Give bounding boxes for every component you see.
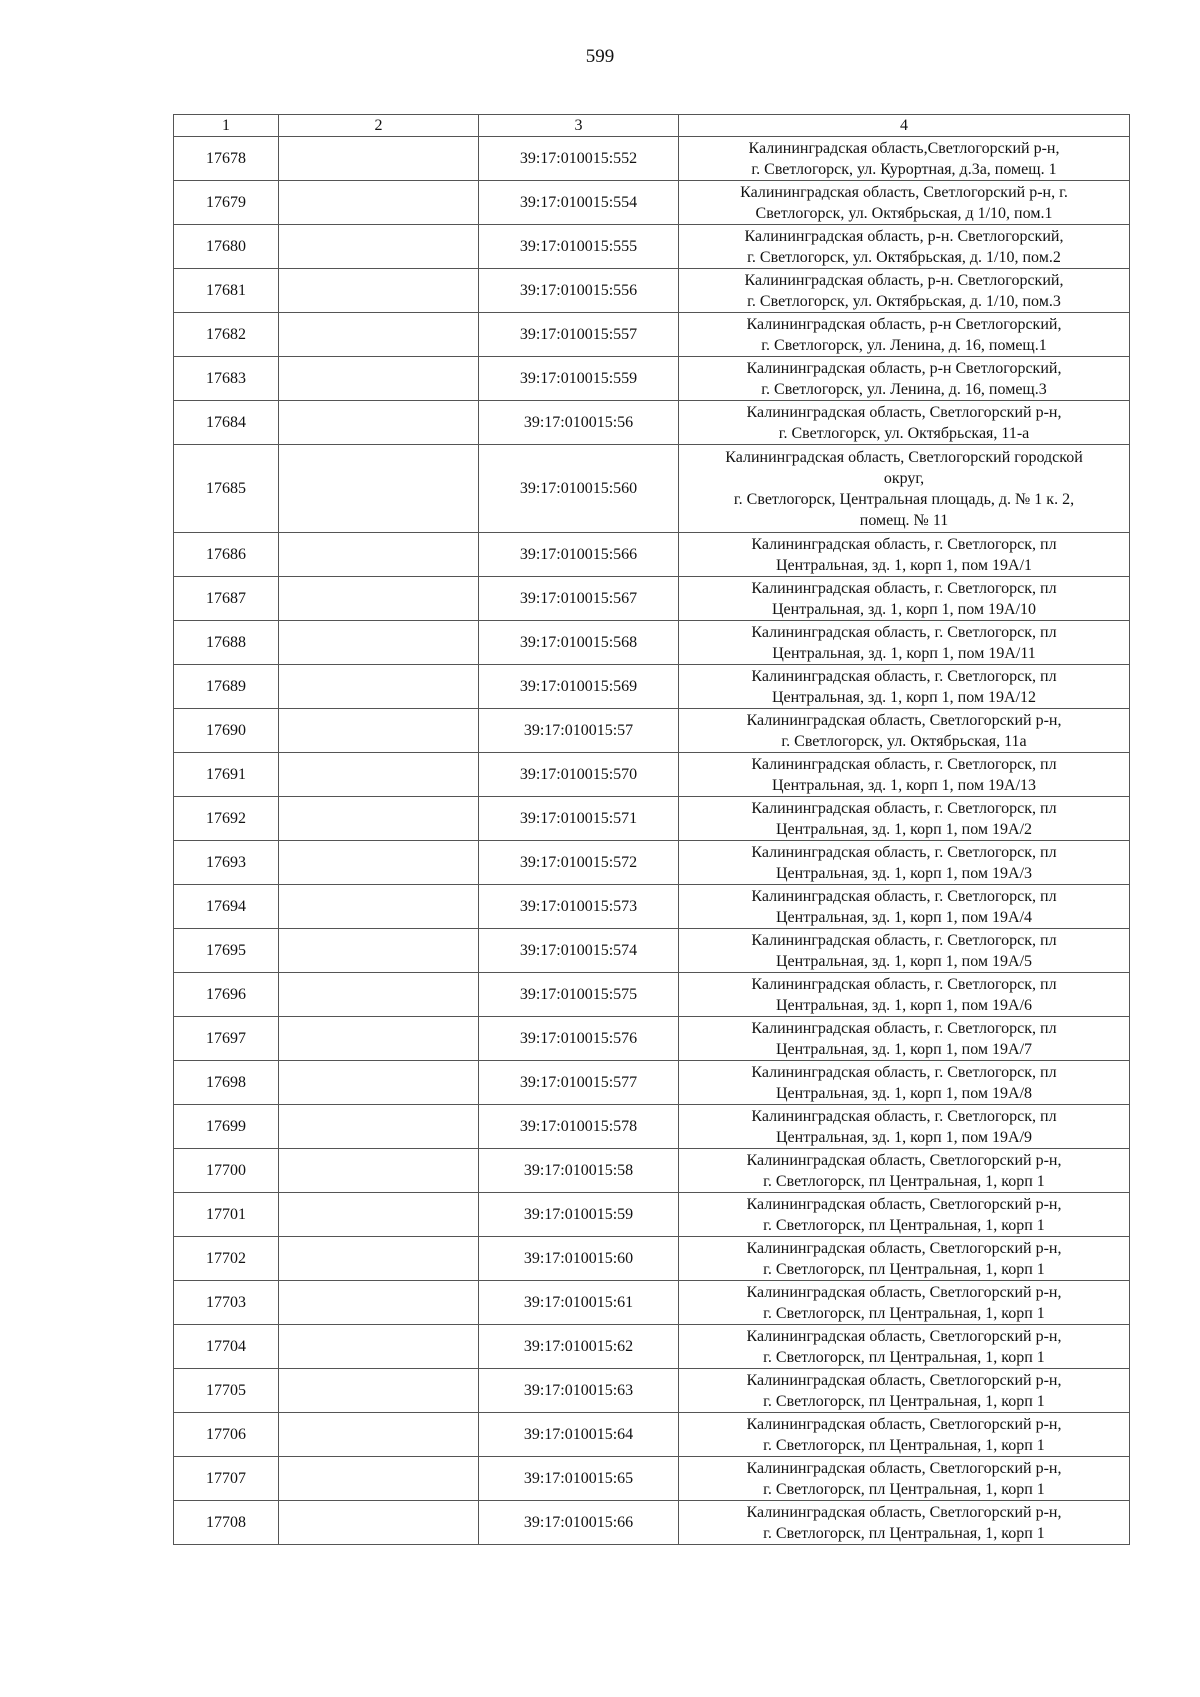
address-cell: [679, 1369, 1130, 1413]
table-row: [174, 577, 1130, 621]
header-row: [174, 115, 1130, 137]
address-cell: [679, 841, 1130, 885]
address-line: Калининградская область, г. Светлогорск, пл: [751, 799, 1057, 817]
address-cell: [679, 401, 1130, 445]
table-row: [174, 225, 1130, 269]
empty-cell: [279, 665, 479, 709]
header-cell-2: 2: [279, 115, 479, 137]
address-line: Центральная, зд. 1, корп 1, пом 19А/7: [775, 1040, 1033, 1058]
cadastral-number-cell: 39:17:010015:574: [479, 929, 679, 973]
empty-cell: [279, 1325, 479, 1369]
table-row: [174, 665, 1130, 709]
address-cell: [679, 1237, 1130, 1281]
cadastral-number-cell: 39:17:010015:569: [479, 665, 679, 709]
table-row: [174, 1017, 1130, 1061]
cadastral-number-cell: 39:17:010015:552: [479, 137, 679, 181]
address-line: Калининградская область, г. Светлогорск, пл: [751, 843, 1057, 861]
address-cell: [679, 1017, 1130, 1061]
empty-cell: [279, 1369, 479, 1413]
table-row: [174, 973, 1130, 1017]
table-row: [174, 709, 1130, 753]
address-line: округ,: [883, 469, 925, 487]
address-line: г. Светлогорск, пл Центральная, 1, корп 1: [763, 1172, 1045, 1190]
table-row: [174, 1413, 1130, 1457]
empty-cell: [279, 577, 479, 621]
empty-cell: [279, 1105, 479, 1149]
address-line: Центральная, зд. 1, корп 1, пом 19А/8: [775, 1084, 1033, 1102]
table-row: [174, 1501, 1130, 1545]
empty-cell: [279, 269, 479, 313]
registry-body: [174, 115, 1130, 1545]
address-line: г. Светлогорск, ул. Ленина, д. 16, помещ.3: [761, 380, 1047, 398]
table-row: [174, 269, 1130, 313]
address-line: Светлогорск, ул. Октябрьская, д 1/10, пом.1: [755, 204, 1053, 222]
address-cell: [679, 753, 1130, 797]
address-line: Калининградская область, Светлогорский р-н,: [746, 403, 1062, 421]
row-number-cell: 17708: [174, 1501, 279, 1545]
address-cell: [679, 1193, 1130, 1237]
address-line: Калининградская область, г. Светлогорск, пл: [751, 975, 1057, 993]
cadastral-number-cell: 39:17:010015:559: [479, 357, 679, 401]
address-cell: [679, 1325, 1130, 1369]
row-number-cell: 17704: [174, 1325, 279, 1369]
address-cell: [679, 313, 1130, 357]
table-row: [174, 1061, 1130, 1105]
address-line: Центральная, зд. 1, корп 1, пом 19А/13: [771, 776, 1037, 794]
address-line: Калининградская область, Светлогорский р-н,: [746, 1239, 1062, 1257]
address-line: Центральная, зд. 1, корп 1, пом 19А/3: [775, 864, 1033, 882]
empty-cell: [279, 137, 479, 181]
address-line: Калининградская область, Светлогорский р-н,: [746, 1459, 1062, 1477]
empty-cell: [279, 841, 479, 885]
cadastral-number-cell: 39:17:010015:571: [479, 797, 679, 841]
address-line: Калининградская область, г. Светлогорск, пл: [751, 931, 1057, 949]
address-line: Калининградская область, г. Светлогорск, пл: [751, 755, 1057, 773]
address-line: г. Светлогорск, Центральная площадь, д. № 1 к. 2,: [733, 490, 1075, 508]
row-number-cell: 17683: [174, 357, 279, 401]
address-line: Центральная, зд. 1, корп 1, пом 19А/5: [775, 952, 1033, 970]
table-row: [174, 1281, 1130, 1325]
address-line: г. Светлогорск, пл Центральная, 1, корп 1: [763, 1216, 1045, 1234]
cadastral-number-cell: 39:17:010015:570: [479, 753, 679, 797]
address-line: Калининградская область, Светлогорский городской: [725, 448, 1083, 466]
empty-cell: [279, 1501, 479, 1545]
row-number-cell: 17703: [174, 1281, 279, 1325]
empty-cell: [279, 313, 479, 357]
address-line: Центральная, зд. 1, корп 1, пом 19А/9: [775, 1128, 1033, 1146]
header-cell-3: 3: [479, 115, 679, 137]
row-number-cell: 17698: [174, 1061, 279, 1105]
address-cell: [679, 973, 1130, 1017]
address-cell: [679, 533, 1130, 577]
row-number-cell: 17693: [174, 841, 279, 885]
table-row: [174, 137, 1130, 181]
table-row: [174, 753, 1130, 797]
address-cell: [679, 137, 1130, 181]
address-line: г. Светлогорск, пл Центральная, 1, корп 1: [763, 1348, 1045, 1366]
address-cell: [679, 1149, 1130, 1193]
address-line: помещ. № 11: [859, 511, 949, 529]
address-line: Центральная, зд. 1, корп 1, пом 19А/11: [772, 644, 1036, 662]
address-cell: [679, 181, 1130, 225]
address-cell: [679, 1281, 1130, 1325]
table-row: [174, 797, 1130, 841]
cadastral-number-cell: 39:17:010015:65: [479, 1457, 679, 1501]
table-row: [174, 1369, 1130, 1413]
empty-cell: [279, 1237, 479, 1281]
cadastral-number-cell: 39:17:010015:554: [479, 181, 679, 225]
cadastral-number-cell: 39:17:010015:58: [479, 1149, 679, 1193]
address-line: Калининградская область, Светлогорский р-н, г.: [740, 183, 1068, 201]
address-line: г. Светлогорск, ул. Курортная, д.3а, помещ. 1: [751, 160, 1057, 178]
cadastral-number-cell: 39:17:010015:63: [479, 1369, 679, 1413]
empty-cell: [279, 1017, 479, 1061]
cadastral-number-cell: 39:17:010015:66: [479, 1501, 679, 1545]
address-line: Калининградская область, Светлогорский р-н,: [746, 1283, 1062, 1301]
table-row: [174, 1149, 1130, 1193]
address-line: Центральная, зд. 1, корп 1, пом 19А/4: [775, 908, 1033, 926]
empty-cell: [279, 357, 479, 401]
cadastral-number-cell: 39:17:010015:568: [479, 621, 679, 665]
empty-cell: [279, 1281, 479, 1325]
address-cell: [679, 445, 1130, 533]
header-cell-4: 4: [679, 115, 1130, 137]
row-number-cell: 17705: [174, 1369, 279, 1413]
row-number-cell: 17700: [174, 1149, 279, 1193]
row-number-cell: 17694: [174, 885, 279, 929]
address-cell: [679, 1457, 1130, 1501]
address-line: г. Светлогорск, пл Центральная, 1, корп 1: [763, 1392, 1045, 1410]
address-line: г. Светлогорск, пл Центральная, 1, корп 1: [763, 1436, 1045, 1454]
empty-cell: [279, 797, 479, 841]
cadastral-number-cell: 39:17:010015:576: [479, 1017, 679, 1061]
cadastral-number-cell: 39:17:010015:555: [479, 225, 679, 269]
address-line: Центральная, зд. 1, корп 1, пом 19А/1: [775, 556, 1033, 574]
row-number-cell: 17679: [174, 181, 279, 225]
cadastral-number-cell: 39:17:010015:566: [479, 533, 679, 577]
empty-cell: [279, 181, 479, 225]
row-number-cell: 17691: [174, 753, 279, 797]
cadastral-number-cell: 39:17:010015:560: [479, 445, 679, 533]
cadastral-number-cell: 39:17:010015:62: [479, 1325, 679, 1369]
table-row: [174, 1457, 1130, 1501]
cadastral-number-cell: 39:17:010015:60: [479, 1237, 679, 1281]
row-number-cell: 17689: [174, 665, 279, 709]
empty-cell: [279, 1149, 479, 1193]
address-line: Центральная, зд. 1, корп 1, пом 19А/10: [771, 600, 1037, 618]
empty-cell: [279, 445, 479, 533]
address-cell: [679, 1413, 1130, 1457]
table-row: [174, 445, 1130, 533]
cadastral-number-cell: 39:17:010015:64: [479, 1413, 679, 1457]
address-line: г. Светлогорск, ул. Октябрьская, 11а: [781, 732, 1027, 750]
address-cell: [679, 357, 1130, 401]
table-row: [174, 357, 1130, 401]
row-number-cell: 17699: [174, 1105, 279, 1149]
table-row: [174, 1325, 1130, 1369]
address-line: Калининградская область, г. Светлогорск, пл: [751, 623, 1057, 641]
row-number-cell: 17696: [174, 973, 279, 1017]
row-number-cell: 17690: [174, 709, 279, 753]
row-number-cell: 17678: [174, 137, 279, 181]
address-line: Калининградская область, Светлогорский р-н,: [746, 1195, 1062, 1213]
table-row: [174, 1193, 1130, 1237]
row-number-cell: 17692: [174, 797, 279, 841]
address-line: Калининградская область, р-н Светлогорский,: [746, 359, 1062, 377]
row-number-cell: 17682: [174, 313, 279, 357]
cadastral-number-cell: 39:17:010015:575: [479, 973, 679, 1017]
empty-cell: [279, 753, 479, 797]
address-cell: [679, 269, 1130, 313]
cadastral-number-cell: 39:17:010015:61: [479, 1281, 679, 1325]
table-row: [174, 621, 1130, 665]
address-line: Калининградская область, р-н. Светлогорский,: [744, 271, 1064, 289]
address-line: г. Светлогорск, ул. Октябрьская, д. 1/10, пом.3: [747, 292, 1061, 310]
empty-cell: [279, 533, 479, 577]
row-number-cell: 17680: [174, 225, 279, 269]
empty-cell: [279, 621, 479, 665]
address-line: г. Светлогорск, пл Центральная, 1, корп 1: [763, 1524, 1045, 1542]
address-line: г. Светлогорск, пл Центральная, 1, корп 1: [763, 1304, 1045, 1322]
address-line: Калининградская область, р-н Светлогорский,: [746, 315, 1062, 333]
address-cell: [679, 709, 1130, 753]
cadastral-number-cell: 39:17:010015:59: [479, 1193, 679, 1237]
cadastral-number-cell: 39:17:010015:56: [479, 401, 679, 445]
address-cell: [679, 1501, 1130, 1545]
empty-cell: [279, 1061, 479, 1105]
address-line: Калининградская область, г. Светлогорск, пл: [751, 667, 1057, 685]
row-number-cell: 17701: [174, 1193, 279, 1237]
empty-cell: [279, 401, 479, 445]
cadastral-number-cell: 39:17:010015:567: [479, 577, 679, 621]
table-row: [174, 181, 1130, 225]
row-number-cell: 17684: [174, 401, 279, 445]
address-line: Калининградская область, г. Светлогорск, пл: [751, 579, 1057, 597]
address-cell: [679, 577, 1130, 621]
table-row: [174, 533, 1130, 577]
address-line: г. Светлогорск, ул. Октябрьская, 11-а: [778, 424, 1030, 442]
address-line: Калининградская область, р-н. Светлогорский,: [744, 227, 1064, 245]
table-row: [174, 1237, 1130, 1281]
address-cell: [679, 797, 1130, 841]
empty-cell: [279, 1457, 479, 1501]
cadastral-number-cell: 39:17:010015:578: [479, 1105, 679, 1149]
empty-cell: [279, 225, 479, 269]
row-number-cell: 17687: [174, 577, 279, 621]
address-cell: [679, 665, 1130, 709]
empty-cell: [279, 1413, 479, 1457]
table-row: [174, 313, 1130, 357]
cadastral-number-cell: 39:17:010015:573: [479, 885, 679, 929]
table-row: [174, 885, 1130, 929]
row-number-cell: 17685: [174, 445, 279, 533]
cadastral-number-cell: 39:17:010015:556: [479, 269, 679, 313]
address-line: Калининградская область, г. Светлогорск, пл: [751, 1063, 1057, 1081]
address-line: Калининградская область, г. Светлогорск, пл: [751, 1019, 1057, 1037]
row-number-cell: 17695: [174, 929, 279, 973]
address-line: Калининградская область, г. Светлогорск, пл: [751, 1107, 1057, 1125]
empty-cell: [279, 1193, 479, 1237]
address-line: Калининградская область, Светлогорский р-н,: [746, 711, 1062, 729]
empty-cell: [279, 885, 479, 929]
row-number-cell: 17688: [174, 621, 279, 665]
cadastral-number-cell: 39:17:010015:572: [479, 841, 679, 885]
address-cell: [679, 225, 1130, 269]
registry-table: [173, 114, 1130, 1545]
cadastral-number-cell: 39:17:010015:577: [479, 1061, 679, 1105]
address-line: Калининградская область, Светлогорский р-н,: [746, 1371, 1062, 1389]
table-row: [174, 929, 1130, 973]
row-number-cell: 17702: [174, 1237, 279, 1281]
address-line: г. Светлогорск, ул. Ленина, д. 16, помещ.1: [761, 336, 1047, 354]
address-cell: [679, 929, 1130, 973]
row-number-cell: 17706: [174, 1413, 279, 1457]
address-line: Калининградская область, Светлогорский р-н,: [746, 1415, 1062, 1433]
address-line: Калининградская область, Светлогорский р-н,: [746, 1151, 1062, 1169]
address-line: Калининградская область, г. Светлогорск, пл: [751, 535, 1057, 553]
empty-cell: [279, 709, 479, 753]
address-line: г. Светлогорск, ул. Октябрьская, д. 1/10, пом.2: [747, 248, 1061, 266]
page-number: 599: [585, 46, 615, 67]
address-line: Калининградская область,Светлогорский р-н,: [748, 139, 1060, 157]
address-line: Калининградская область, Светлогорский р-н,: [746, 1327, 1062, 1345]
table-row: [174, 401, 1130, 445]
address-cell: [679, 621, 1130, 665]
table-row: [174, 841, 1130, 885]
cadastral-number-cell: 39:17:010015:57: [479, 709, 679, 753]
table-row: [174, 1105, 1130, 1149]
address-line: Центральная, зд. 1, корп 1, пом 19А/12: [771, 688, 1037, 706]
row-number-cell: 17686: [174, 533, 279, 577]
address-line: Центральная, зд. 1, корп 1, пом 19А/2: [775, 820, 1033, 838]
row-number-cell: 17681: [174, 269, 279, 313]
empty-cell: [279, 973, 479, 1017]
empty-cell: [279, 929, 479, 973]
address-cell: [679, 1105, 1130, 1149]
header-cell-1: 1: [174, 115, 279, 137]
row-number-cell: 17707: [174, 1457, 279, 1501]
address-line: г. Светлогорск, пл Центральная, 1, корп 1: [763, 1260, 1045, 1278]
address-line: Калининградская область, г. Светлогорск, пл: [751, 887, 1057, 905]
row-number-cell: 17697: [174, 1017, 279, 1061]
address-cell: [679, 1061, 1130, 1105]
address-cell: [679, 885, 1130, 929]
address-line: Калининградская область, Светлогорский р-н,: [746, 1503, 1062, 1521]
address-line: Центральная, зд. 1, корп 1, пом 19А/6: [775, 996, 1033, 1014]
address-line: г. Светлогорск, пл Центральная, 1, корп 1: [763, 1480, 1045, 1498]
cadastral-number-cell: 39:17:010015:557: [479, 313, 679, 357]
